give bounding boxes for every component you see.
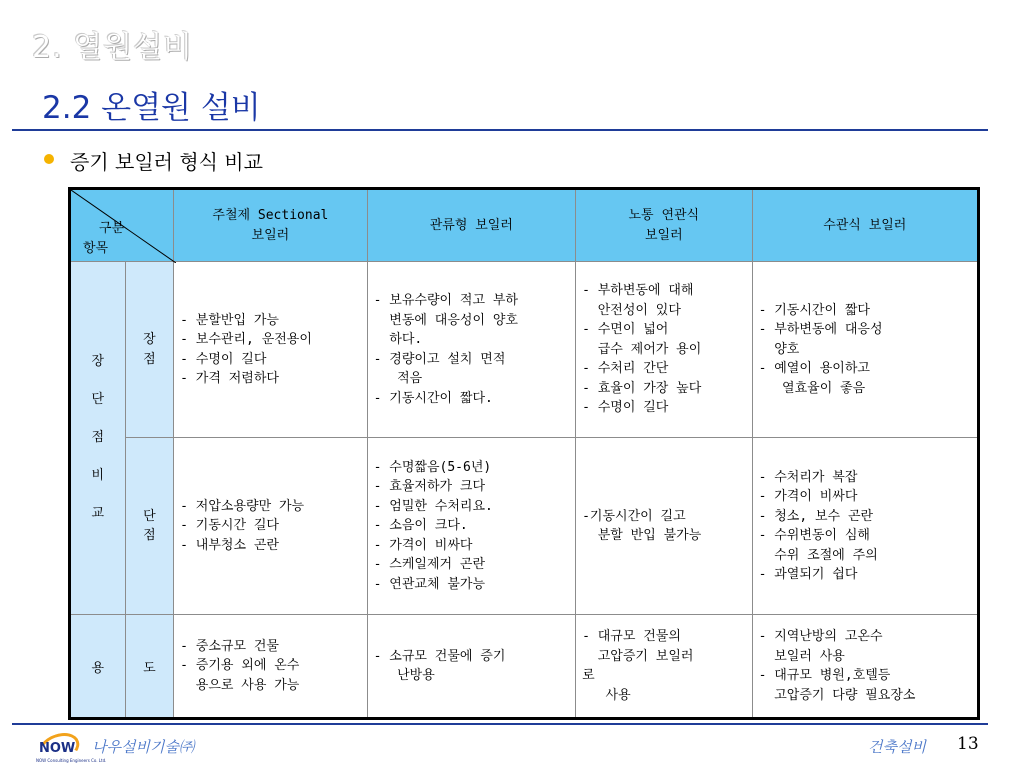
bullet-text: 증기 보일러 형식 비교 [70,150,263,174]
boiler-comparison-table [68,187,980,720]
page-number: 13 [957,734,979,754]
group-label-pros-cons [70,262,126,615]
header-corner-cell [70,189,174,262]
cell-use-fire-tube: - 대규모 건물의 고압증기 보일러 로 사용 [576,615,753,719]
row-label-advantages: 장 점 [125,262,174,438]
group-label-text: 장 단 점 비 교 [91,354,105,521]
logo-subtext: NOW Consulting Engineers Co. Ltd. [36,758,107,763]
cell-adv-cast-iron: - 분할반입 가능 - 보수관리, 운전용이 - 수명이 길다 - 가격 저렴하다 [174,262,367,438]
cell-dis-water-tube: - 수처리가 복잡 - 가격이 비싸다 - 청소, 보수 곤란 - 수위변동이 심해 수위 조절에 주의 - 과열되기 쉽다 [752,438,978,615]
cell-use-once-through: - 소규모 건물에 증기 난방용 [367,615,575,719]
footer-category: 건축설비 [868,738,926,756]
table-row-advantages [70,262,979,438]
table-row-usage [70,615,979,719]
table-row-disadvantages [70,438,979,615]
cell-dis-fire-tube: -기동시간이 길고 분할 반입 불가능 [576,438,753,615]
cell-adv-water-tube: - 기동시간이 짧다 - 부하변동에 대응성 양호 - 예열이 용이하고 열효율이 좋음 [752,262,978,438]
header-water-tube: 수관식 보일러 [752,189,978,262]
cell-adv-fire-tube: - 부하변동에 대해 안전성이 있다 - 수면이 넓어 급수 제어가 용이 - 수처리 간단 - 효율이 가장 높다 - 수명이 길다 [576,262,753,438]
corner-label-item: 항목 [83,241,109,256]
header-cast-iron-sectional: 주철제 Sectional 보일러 [174,189,367,262]
header-fire-tube: 노통 연관식 보일러 [576,189,753,262]
row-label-usage-left: 용 [70,615,126,719]
company-name: 나우설비기술㈜ [92,738,194,756]
cell-use-water-tube: - 지역난방의 고온수 보일러 사용 - 대규모 병원,호텔등 고압증기 다량 필요장소 [752,615,978,719]
sub-title: 2.2 온열원 설비 [42,90,261,126]
row-label-disadvantages: 단 점 [125,438,174,615]
footer-divider [12,723,988,725]
row-label-usage-right: 도 [125,615,174,719]
cell-dis-cast-iron: - 저압소용량만 가능 - 기동시간 길다 - 내부청소 곤란 [174,438,367,615]
company-logo: NOW [39,741,76,756]
bullet-dot-icon [44,154,54,164]
cell-adv-once-through: - 보유수량이 적고 부하 변동에 대응성이 양호 하다. - 경량이고 설치 면적 적음 - 기동시간이 짧다. [367,262,575,438]
section-title: 2. 열원설비 [32,30,194,65]
table-header-row [70,189,979,262]
cell-dis-once-through: - 수명짧음(5-6년) - 효율저하가 크다 - 엄밀한 수처리요. - 소음이 크다. - 가격이 비싸다 - 스케일제거 곤란 - 연관교체 불가능 [367,438,575,615]
title-divider [12,129,988,131]
corner-label-category: 구분 [99,221,125,236]
header-once-through: 관류형 보일러 [367,189,575,262]
cell-use-cast-iron: - 중소규모 건물 - 증기용 외에 온수 용으로 사용 가능 [174,615,367,719]
